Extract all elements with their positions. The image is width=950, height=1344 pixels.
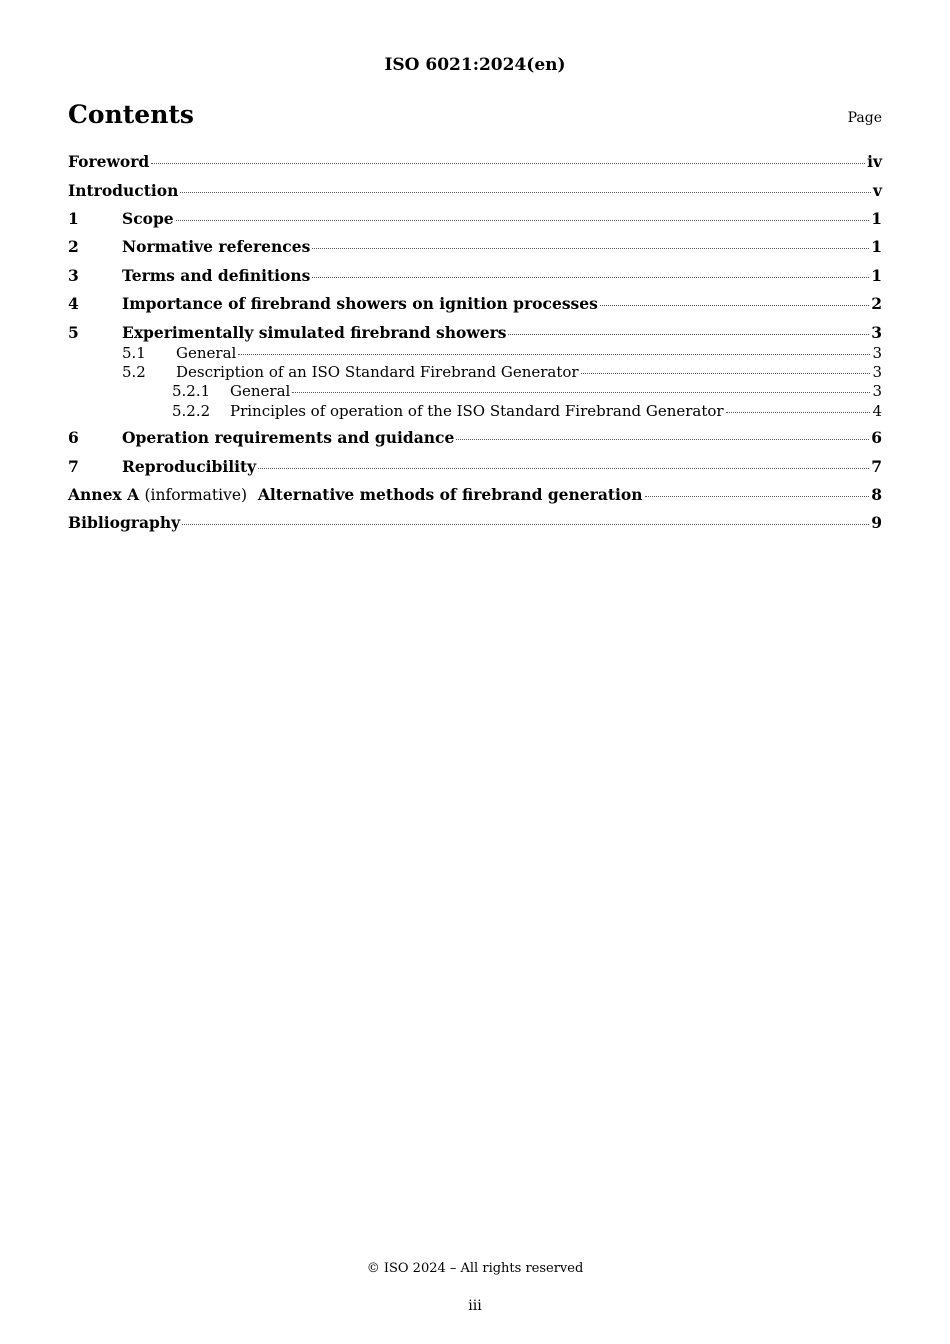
toc-page-number: 6 <box>871 428 882 447</box>
toc-page-number: 3 <box>871 323 882 342</box>
toc-entry-5-2-1-general[interactable] <box>68 382 882 402</box>
toc-entry-bibliography[interactable] <box>68 513 882 535</box>
contents-title: Contents <box>68 100 195 129</box>
toc-entry-operation[interactable] <box>68 428 882 450</box>
toc-leader-dots <box>456 439 869 440</box>
toc-page-number: 1 <box>871 266 882 285</box>
toc-entry-5-1-general[interactable] <box>68 344 882 364</box>
toc-leader-dots <box>182 524 869 525</box>
toc-label: Terms and definitions <box>122 266 311 285</box>
toc-entry-terms-definitions[interactable] <box>68 266 882 288</box>
toc-leader-dots <box>238 354 870 355</box>
toc-page-number: 2 <box>871 294 882 313</box>
toc-page-number: 1 <box>871 237 882 256</box>
annex-informative-tag: (informative) <box>144 486 248 504</box>
toc-leader-dots <box>508 334 869 335</box>
toc-clause-number: 5.1 <box>122 344 146 362</box>
toc-entry-scope[interactable] <box>68 209 882 231</box>
toc-label: Scope <box>122 209 174 228</box>
toc-label: Introduction <box>68 181 179 200</box>
toc-leader-dots <box>292 392 870 393</box>
toc-page-number: 3 <box>872 344 882 362</box>
toc-page-number: 1 <box>871 209 882 228</box>
toc-entry-5-2-2-principles[interactable] <box>68 402 882 422</box>
toc-label: Importance of firebrand showers on ignition processes <box>122 294 598 313</box>
toc-label: Description of an ISO Standard Firebrand Generator <box>176 363 579 381</box>
footer-page-number: iii <box>468 1298 482 1314</box>
toc-leader-dots <box>312 248 869 249</box>
toc-clause-number: 3 <box>68 266 79 285</box>
toc-page-number: 7 <box>871 457 882 476</box>
toc-page-number: 3 <box>872 363 882 381</box>
toc-clause-number: 5.2.1 <box>172 382 211 400</box>
toc-page-number: v <box>872 181 882 200</box>
toc-leader-dots <box>180 192 871 193</box>
toc-clause-number: 5 <box>68 323 79 342</box>
toc-label: Experimentally simulated firebrand showers <box>122 323 507 342</box>
toc-page-number: iv <box>867 152 882 171</box>
toc-clause-number: 5.2.2 <box>172 402 211 420</box>
toc-leader-dots <box>581 373 871 374</box>
toc-entry-reproducibility[interactable] <box>68 457 882 479</box>
toc-page-number: 3 <box>872 382 882 400</box>
footer-copyright: © ISO 2024 – All rights reserved <box>366 1261 584 1276</box>
annex-title: Alternative methods of firebrand generation <box>257 485 643 504</box>
toc-leader-dots <box>645 496 870 497</box>
toc-leader-dots <box>176 220 870 221</box>
toc-leader-dots <box>151 163 865 164</box>
toc-entry-foreword[interactable] <box>68 152 882 174</box>
toc-annex-label <box>68 485 643 504</box>
toc-clause-number: 6 <box>68 428 79 447</box>
toc-clause-number: 5.2 <box>122 363 146 381</box>
toc-entry-introduction[interactable] <box>68 181 882 203</box>
toc-label: General <box>176 344 237 362</box>
toc-label: Bibliography <box>68 513 181 532</box>
toc-entry-experimental[interactable] <box>68 323 882 345</box>
toc-entry-5-2-description[interactable] <box>68 363 882 383</box>
toc-label: Foreword <box>68 152 150 171</box>
toc-leader-dots <box>726 412 871 413</box>
toc-entry-importance[interactable] <box>68 294 882 316</box>
toc-page-number: 4 <box>872 402 882 420</box>
toc-label: Operation requirements and guidance <box>122 428 455 447</box>
page-column-label: Page <box>847 110 882 126</box>
toc-label: Normative references <box>122 237 311 256</box>
toc-entry-annex-a[interactable] <box>68 485 882 507</box>
toc-page-number: 9 <box>871 513 882 532</box>
toc-leader-dots <box>258 468 869 469</box>
toc-label: Reproducibility <box>122 457 257 476</box>
toc-page-number: 8 <box>871 485 882 504</box>
toc-leader-dots <box>312 277 869 278</box>
toc-clause-number: 4 <box>68 294 79 313</box>
toc-entry-normative-references[interactable] <box>68 237 882 259</box>
toc-leader-dots <box>600 305 869 306</box>
annex-prefix: Annex A <box>68 485 140 504</box>
document-id-header: ISO 6021:2024(en) <box>384 55 566 75</box>
toc-clause-number: 7 <box>68 457 79 476</box>
toc-clause-number: 1 <box>68 209 79 228</box>
toc-label: General <box>230 382 291 400</box>
toc-clause-number: 2 <box>68 237 79 256</box>
toc-label: Principles of operation of the ISO Standard Firebrand Generator <box>230 402 724 420</box>
